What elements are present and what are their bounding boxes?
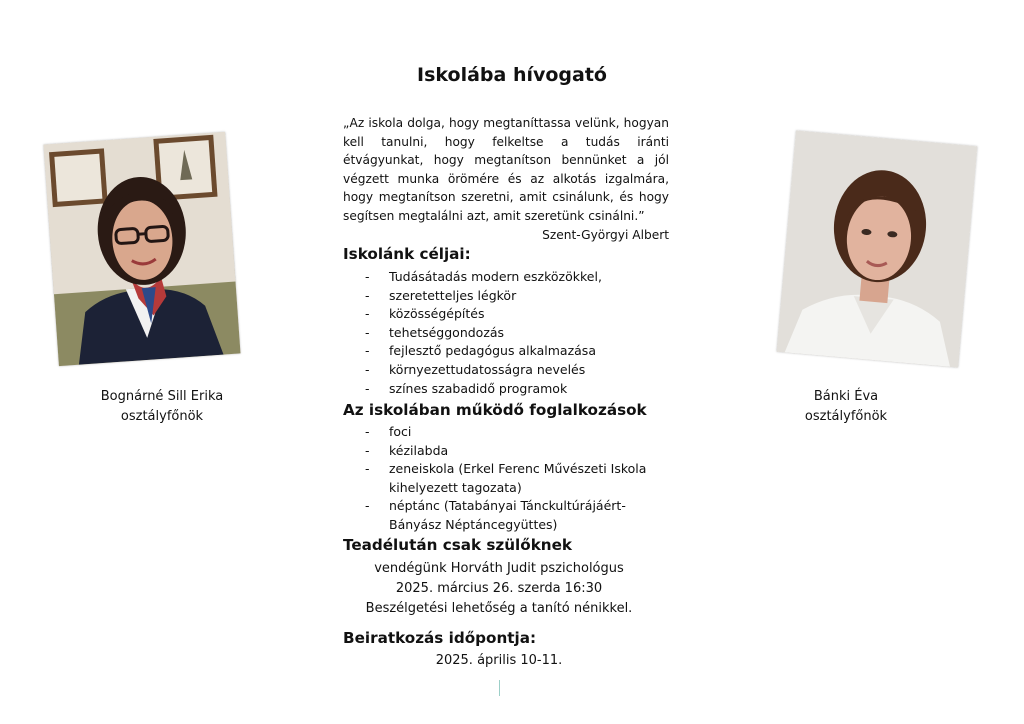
teacher-name: Bognárné Sill Erika bbox=[100, 389, 224, 404]
page-mark bbox=[499, 680, 500, 696]
teacher-name: Bánki Éva bbox=[813, 389, 879, 404]
goals-heading: Iskolánk céljai: bbox=[343, 245, 471, 263]
list-item: - szeretetteljes légkör bbox=[343, 287, 673, 306]
activities-heading: Az iskolában működő foglalkozások bbox=[343, 401, 647, 419]
list-item: - foci bbox=[343, 423, 663, 442]
quote bbox=[343, 114, 669, 244]
tea-heading: Teadélután csak szülőknek bbox=[343, 536, 573, 554]
teacher-role: osztályfőnök bbox=[120, 409, 204, 424]
portrait-woman-glasses bbox=[43, 132, 240, 366]
list-item: - Tudásátadás modern eszközökkel, bbox=[343, 268, 673, 287]
activities-list bbox=[343, 423, 663, 535]
list-item: - kézilabda bbox=[343, 442, 663, 461]
goals-list bbox=[343, 268, 673, 398]
list-item: - tehetséggondozás bbox=[343, 324, 673, 343]
teacher-role: osztályfőnök bbox=[804, 409, 888, 424]
list-item: - néptánc (Tatabányai Tánckultúrájáért- Bányász Néptáncegyüttes) bbox=[343, 497, 663, 534]
enrollment-heading: Beiratkozás időpontja: bbox=[343, 629, 537, 647]
teacher-photo-left bbox=[43, 132, 240, 366]
teacher-photo-right bbox=[777, 130, 978, 367]
quote-author: Szent-Györgyi Albert bbox=[542, 227, 669, 242]
tea-guest: vendégünk Horváth Judit pszichológus bbox=[374, 561, 624, 576]
quote-text: „Az iskola dolga, hogy megtaníttassa velünk, hogyan kell tanulni, hogy felkeltse a tudás iránti étvágyunkat, hogy megtanítson bennünket a jól végzett munka örömére és az alkotás izgalmára, hogy megtanítson szeretni, amit csinálunk, és hogy segítsen megtalálni azt, amit szeretünk csinálni.” bbox=[343, 116, 669, 223]
list-item: - közösségépítés bbox=[343, 305, 673, 324]
teacher-caption-right bbox=[746, 387, 946, 427]
tea-note: Beszélgetési lehetőség a tanító nénikkel. bbox=[365, 601, 633, 616]
enrollment-date: 2025. április 10-11. bbox=[435, 653, 563, 668]
teacher-caption-left bbox=[62, 387, 262, 427]
list-item: - fejlesztő pedagógus alkalmazása bbox=[343, 342, 673, 361]
list-item: - zeneiskola (Erkel Ferenc Művészeti Iskola kihelyezett tagozata) bbox=[343, 460, 663, 497]
list-item: - környezettudatosságra nevelés bbox=[343, 361, 673, 380]
tea-date: 2025. március 26. szerda 16:30 bbox=[395, 581, 603, 596]
list-item: - színes szabadidő programok bbox=[343, 380, 673, 399]
page-title: Iskolába hívogató bbox=[417, 64, 607, 86]
portrait-woman-short-hair bbox=[777, 130, 978, 367]
